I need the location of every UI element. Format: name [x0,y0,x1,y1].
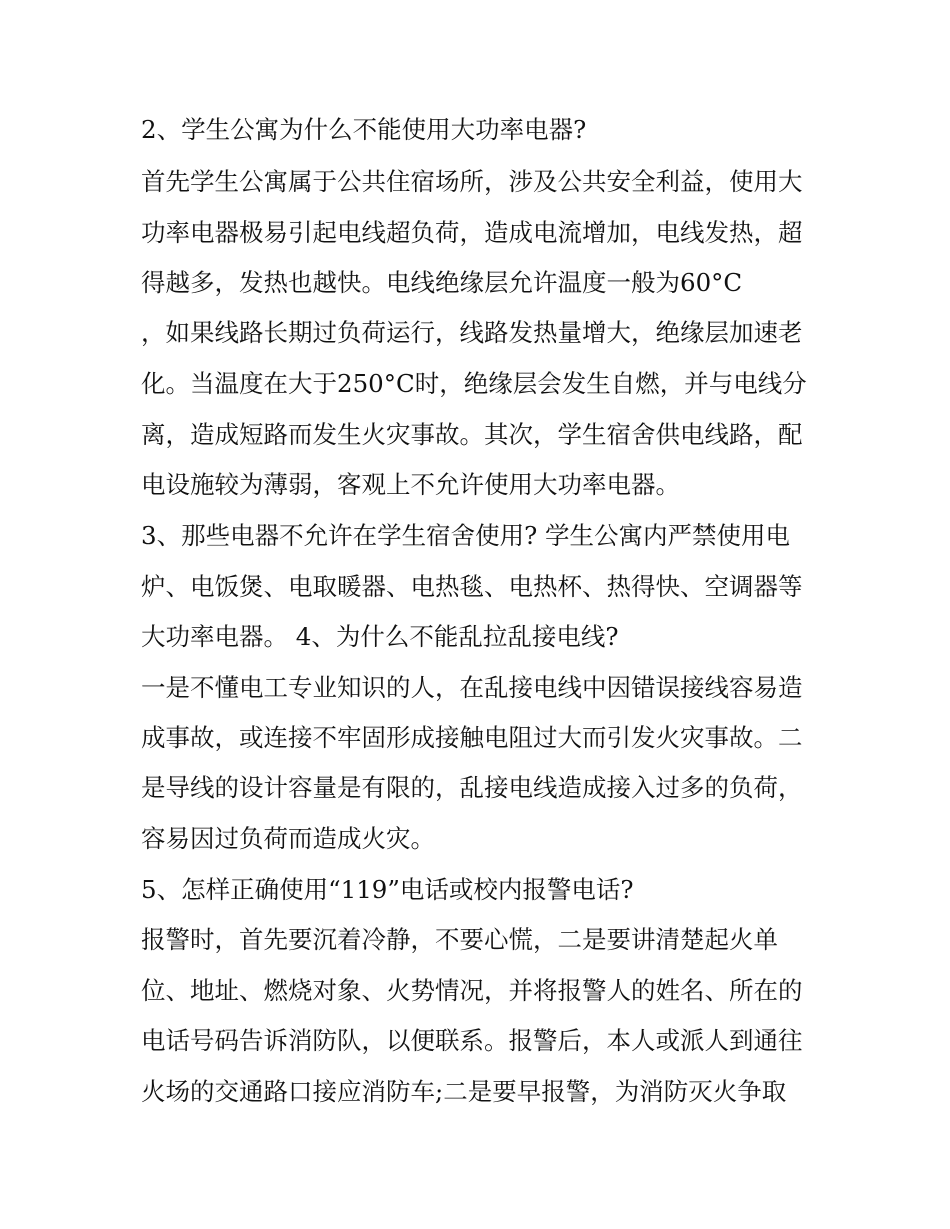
text-line: 位、地址、燃烧对象、火势情况，并将报警人的姓名、所在的 [141,976,803,1005]
text-line: 容易因过负荷而造成火灾。 [141,824,435,853]
heading-question-3: 3、那些电器不允许在学生宿舍使用? 学生公寓内严禁使用电 [141,521,791,550]
heading-question-5: 5、怎样正确使用“119”电话或校内报警电话? [141,875,634,904]
heading-question-4: 大功率电器。 4、为什么不能乱拉乱接电线? [141,622,619,651]
text-line: 化。当温度在大于250°C时，绝缘层会发生自燃，并与电线分 [141,369,807,398]
text-line: 得越多，发热也越快。电线绝缘层允许温度一般为60°C [141,268,743,297]
text-line: ，如果线路长期过负荷运行，线路发热量增大，绝缘层加速老 [141,318,803,347]
text-line: 电设施较为薄弱，客观上不允许使用大功率电器。 [141,470,680,499]
text-line: 炉、电饭煲、电取暖器、电热毯、电热杯、热得快、空调器等 [141,572,803,601]
text-line: 离，造成短路而发生火灾事故。其次，学生宿舍供电线路，配 [141,420,803,449]
text-line: 成事故，或连接不牢固形成接触电阻过大而引发火灾事故。二 [141,723,803,752]
text-line: 一是不懂电工专业知识的人，在乱接电线中因错误接线容易造 [141,673,803,702]
text-line: 是导线的设计容量是有限的，乱接电线造成接入过多的负荷， [141,773,803,802]
text-line: 功率电器极易引起电线超负荷，造成电流增加，电线发热，超 [141,218,803,247]
text-line: 火场的交通路口接应消防车;二是要早报警，为消防灭火争取 [141,1077,787,1106]
text-line: 报警时，首先要沉着冷静，不要心慌，二是要讲清楚起火单 [141,925,778,954]
text-line: 首先学生公寓属于公共住宿场所，涉及公共安全利益，使用大 [141,167,803,196]
text-line: 电话号码告诉消防队，以便联系。报警后，本人或派人到通往 [141,1026,803,1055]
heading-question-2: 2、学生公寓为什么不能使用大功率电器? [141,115,587,144]
